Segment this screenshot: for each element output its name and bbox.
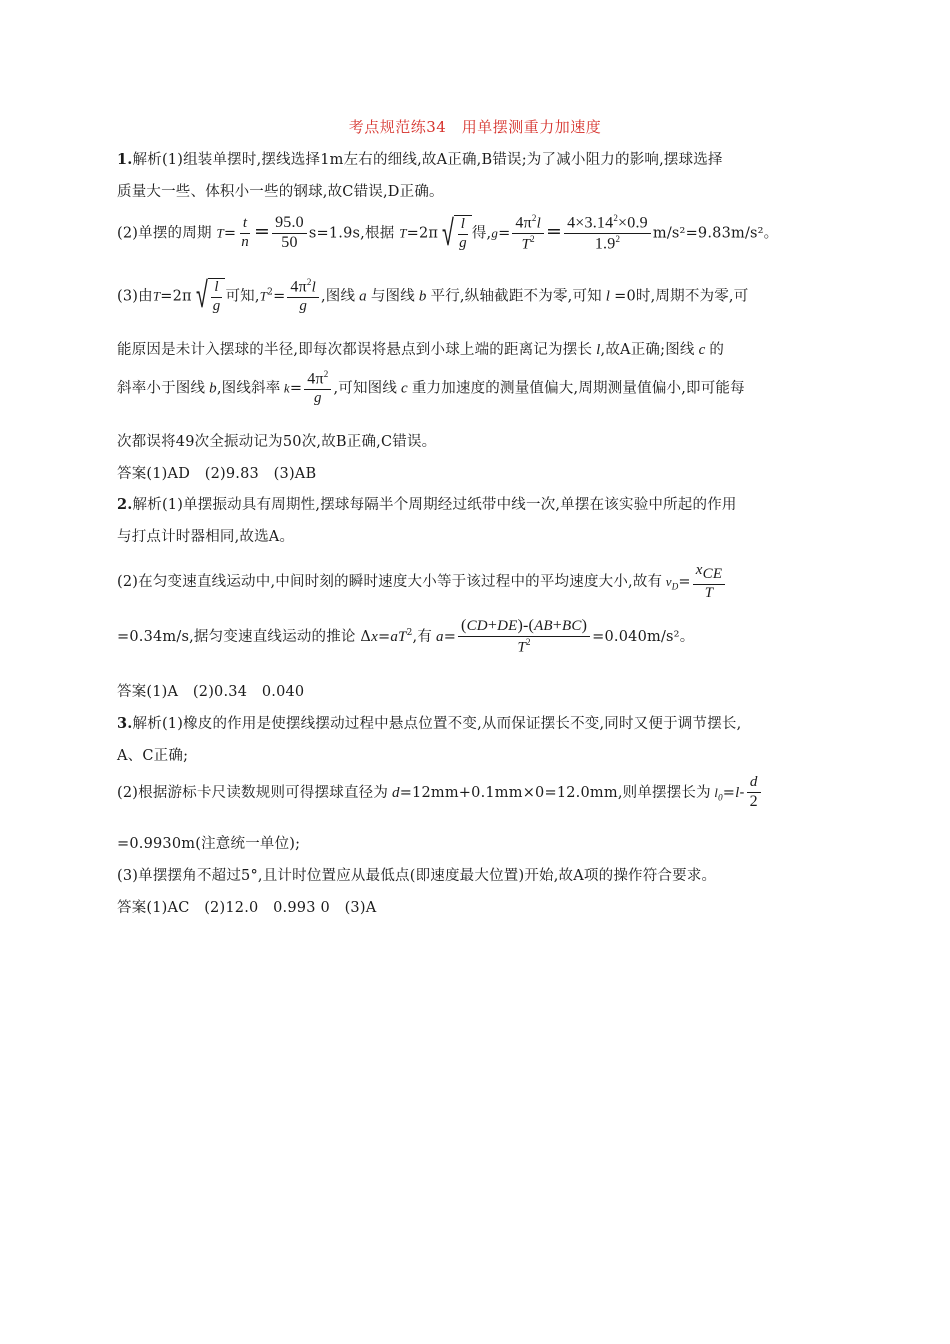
q3-line-5: (3)单摆摆角不超过5°,且计时位置应从最低点(即速度最大位置)开始,故A项的操作符合要求。 [117,868,717,884]
q2-line-3: (2)在匀变速直线运动中,中间时刻的瞬时速度大小等于该过程中的平均速度大小,故有 $v_D=$ $\frac{x_{CE}}{T}$ [117,562,727,602]
q3-line-3: (2)根据游标卡尺读数规则可得摆球直径为 d=12mm+0.1mm×0=12.0mm,则单摆摆长为 $l_0=l-$ $\frac{d}{2}$ [117,775,763,811]
q1-line-1: 1.解析(1)组装单摆时,摆线选择1m左右的细线,故A正确,B错误;为了减小阻力的影响,摆球选择 [117,151,723,168]
q1-line-2: 质量大一些、体积小一些的钢球,故C错误,D正确。 [117,184,444,200]
q2-answer: 答案(1)A (2)0.34 0.040 [117,684,305,700]
q1-answer: 答案(1)AD (2)9.83 (3)AB [117,466,317,482]
q1-line-3: (2)单摆的周期 T= $\frac{t}{n}$ = $\frac{95.0}{50}$ s=1.9s,根据 T=2π √ $\frac{l}{g}$ 得,g= $\frac{4\pi^2l}{T^2}$ = $\frac{4\times 3.14^2\times 0.9}{1.9^2}$ m/s²=9.83m/s²。 [117,212,779,254]
formula-4pi2l-over-T2: $\frac{4\pi^2l}{T^2}$ [512,214,544,253]
formula-d-over-2: $\frac{d}{2}$ [747,775,761,811]
q3-answer: 答案(1)AC (2)12.0 0.993 0 (3)A [117,900,377,916]
formula-T2-relation: $\frac{4\pi^2l}{g}$ [287,278,319,315]
q1-line-5: 能原因是未计入摆球的半径,即每次都误将悬点到小球上端的距离记为摆长 l,故A正确;图线 c 的 [117,342,725,358]
q1-number: 1. [117,151,133,168]
q3-line-4: =0.9930m(注意统一单位); [117,836,301,852]
formula-95-over-50: $\frac{95.0}{50}$ [272,215,307,252]
q3-number: 3. [117,715,133,732]
q1-line-7: 次都误将49次全振动记为50次,故B正确,C错误。 [117,434,437,450]
q3-line-1: 3.解析(1)橡皮的作用是使摆线摆动过程中悬点位置不变,从而保证摆长不变,同时又便于调节摆长, [117,715,742,732]
q2-line-1: 2.解析(1)单摆振动具有周期性,摆球每隔半个周期经过纸带中线一次,单摆在该实验中所起的作用 [117,496,737,513]
q1-line-4: (3)由T=2π √ $\frac{l}{g}$ 可知$,T^2=$ $\frac{4\pi^2l}{g}$ ,图线 a 与图线 b 平行,纵轴截距不为零,可知 l =0时,周期不为零,可 [117,275,749,317]
q2-line-2: 与打点计时器相同,故选A。 [117,529,295,545]
formula-numeric-g: $\frac{4\times 3.14^2\times 0.9}{1.9^2}$ [564,214,651,253]
q3-line-2: A、C正确; [117,748,189,764]
formula-vD: $\frac{x_{CE}}{T}$ [693,562,725,602]
q1-line-6: 斜率小于图线 b,图线斜率 k= $\frac{4\pi^2}{g}$ ,可知图线 c 重力加速度的测量值偏大,周期测量值偏小,即可能每 [117,369,745,407]
formula-sqrt-l-g-2: √ $\frac{l}{g}$ [192,278,226,315]
formula-slope-k: $\frac{4\pi^2}{g}$ [304,370,331,407]
formula-sqrt-l-g: √ $\frac{l}{g}$ [438,215,472,252]
q2-line-4: =0.34m/s,据匀变速直线运动的推论 $\Delta x=aT^2$,有 a= $\frac{(CD+DE)-(AB+BC)}{T^2}$ =0.040m/s²。 [117,617,695,656]
formula-acceleration: $\frac{(CD+DE)-(AB+BC)}{T^2}$ [458,618,590,656]
q2-number: 2. [117,496,133,513]
formula-t-over-n: $\frac{t}{n}$ [241,215,249,251]
page-title: 考点规范练34 用单摆测重力加速度 [348,118,602,136]
